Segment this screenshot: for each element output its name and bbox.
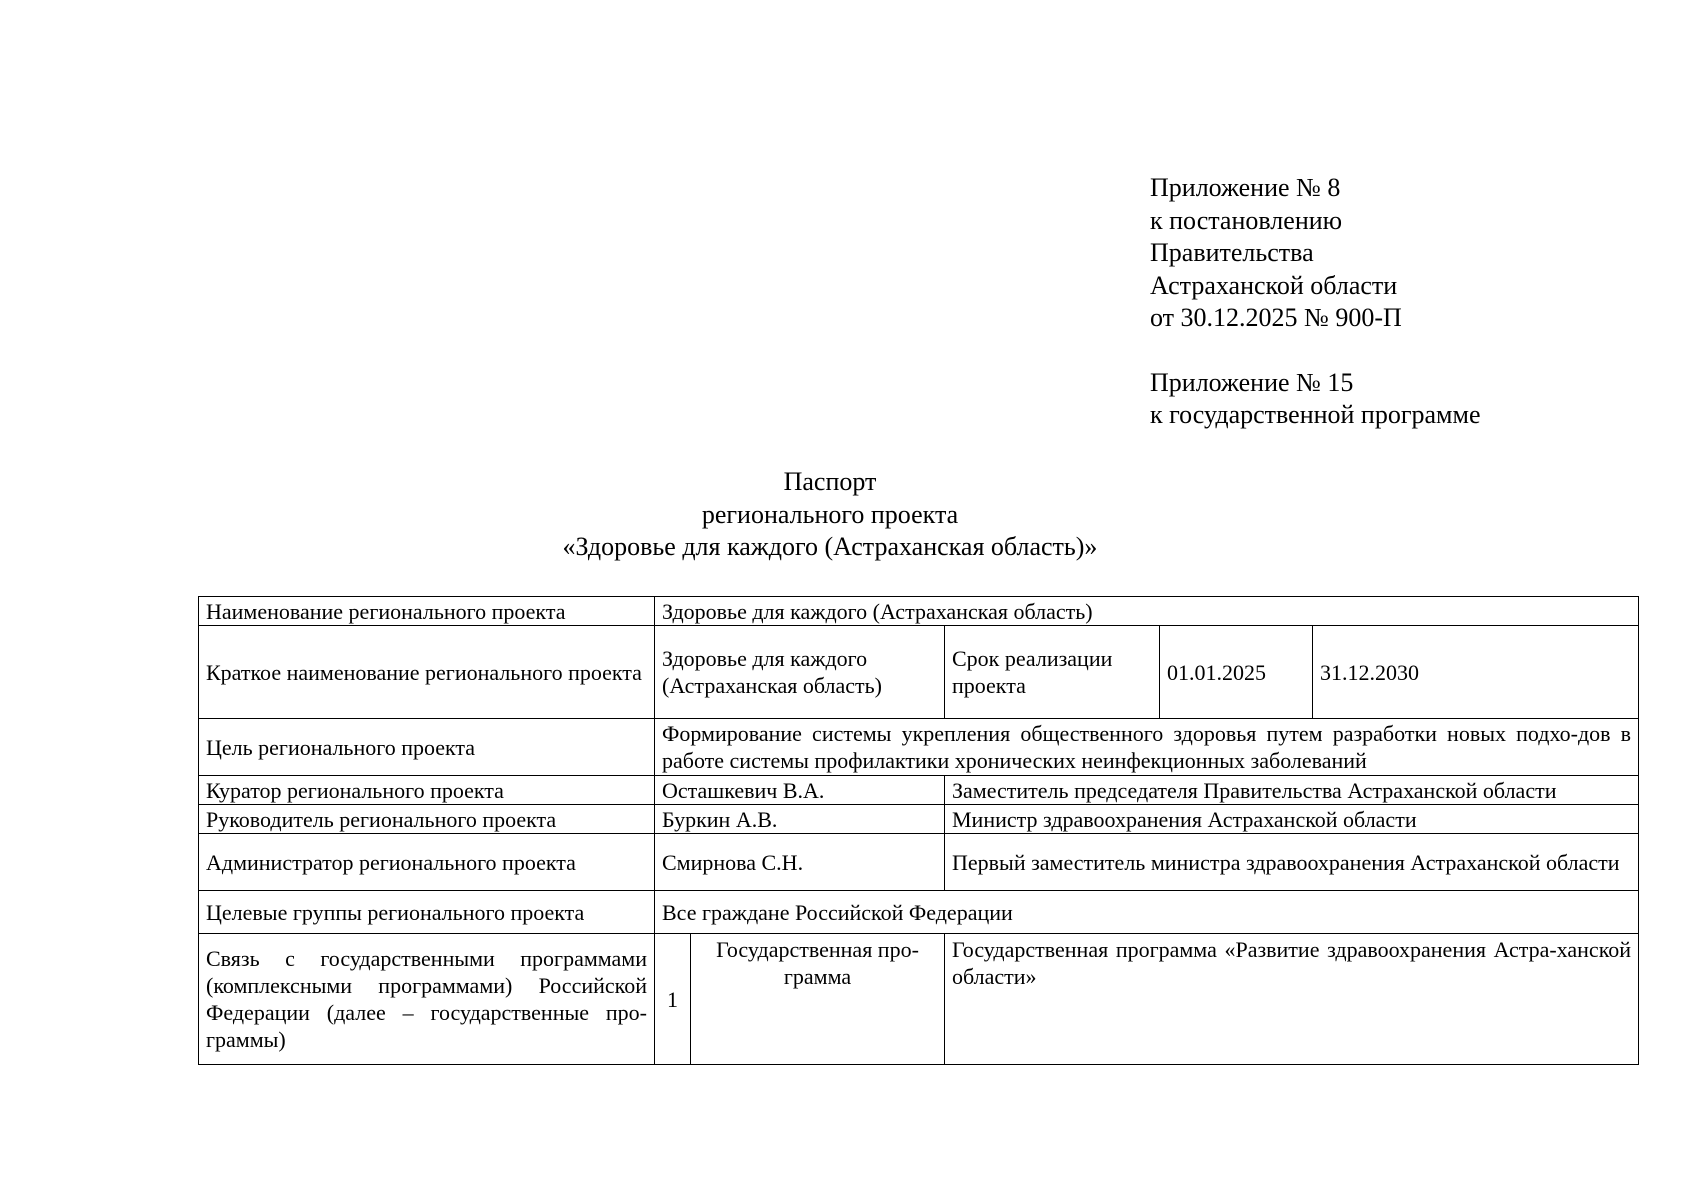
head-label-cell: Руководитель регионального проекта bbox=[199, 805, 655, 834]
groups-label-cell: Целевые группы регионального проекта bbox=[199, 891, 655, 934]
admin-name-cell: Смирнова С.Н. bbox=[655, 834, 945, 891]
table-row bbox=[199, 834, 1639, 891]
link-type-cell: Государственная про-грамма bbox=[691, 934, 945, 1065]
title-line-1: Паспорт bbox=[783, 467, 877, 496]
table-row bbox=[199, 719, 1639, 776]
curator-post-cell: Заместитель председателя Правительства Астраханской области bbox=[945, 776, 1639, 805]
goal-label-cell: Цель регионального проекта bbox=[199, 719, 655, 776]
name-value-cell: Здоровье для каждого (Астраханская область) bbox=[655, 597, 1639, 626]
appendix-line: к государственной программе bbox=[1150, 400, 1481, 429]
link-num-cell: 1 bbox=[655, 934, 691, 1065]
curator-name-cell: Осташкевич В.А. bbox=[655, 776, 945, 805]
link-label-cell: Связь с государственными программами (комплексными программами) Российской Федерации (далее – государственные про-граммы) bbox=[199, 934, 655, 1065]
passport-table bbox=[198, 596, 1639, 1065]
title-line-2: регионального проекта bbox=[701, 499, 959, 529]
appendix-line: Правительства bbox=[1150, 238, 1314, 267]
appendix-block bbox=[1150, 172, 1481, 432]
term-end-cell: 31.12.2030 bbox=[1313, 626, 1639, 719]
curator-label-cell: Куратор регионального проекта bbox=[199, 776, 655, 805]
admin-post-cell: Первый заместитель министра здравоохранения Астраханской области bbox=[945, 834, 1639, 891]
goal-value-cell: Формирование системы укрепления общественного здоровья путем разработки новых подхо-дов в работе системы профилактики хронических неинфекционных заболеваний bbox=[655, 719, 1639, 776]
table-row bbox=[199, 934, 1639, 1065]
table-row bbox=[199, 626, 1639, 719]
appendix-line: к постановлению bbox=[1150, 205, 1343, 235]
link-value-cell: Государственная программа «Развитие здравоохранения Астра-ханской области» bbox=[945, 934, 1639, 1065]
head-name-cell: Буркин А.В. bbox=[655, 805, 945, 834]
table-row bbox=[199, 891, 1639, 934]
term-start-cell: 01.01.2025 bbox=[1160, 626, 1313, 719]
appendix-line: Приложение № 15 bbox=[1150, 367, 1354, 397]
admin-label-cell: Администратор регионального проекта bbox=[199, 834, 655, 891]
appendix-gap bbox=[1150, 335, 1481, 367]
table-row bbox=[199, 805, 1639, 834]
appendix-line: от 30.12.2025 № 900-П bbox=[1150, 303, 1402, 332]
appendix-line: Приложение № 8 bbox=[1150, 173, 1341, 202]
term-label-cell: Срок реализации проекта bbox=[945, 626, 1160, 719]
appendix-line: Астраханской области bbox=[1150, 270, 1398, 300]
head-post-cell: Министр здравоохранения Астраханской области bbox=[945, 805, 1639, 834]
short-value-cell: Здоровье для каждого (Астраханская область) bbox=[655, 626, 945, 719]
groups-value-cell: Все граждане Российской Федерации bbox=[655, 891, 1639, 934]
table-row bbox=[199, 597, 1639, 626]
document-title bbox=[400, 466, 1260, 564]
title-line-3: «Здоровье для каждого (Астраханская область)» bbox=[562, 532, 1098, 561]
name-label-cell: Наименование регионального проекта bbox=[199, 597, 655, 626]
short-label-cell: Краткое наименование регионального проекта bbox=[199, 626, 655, 719]
table-row bbox=[199, 776, 1639, 805]
